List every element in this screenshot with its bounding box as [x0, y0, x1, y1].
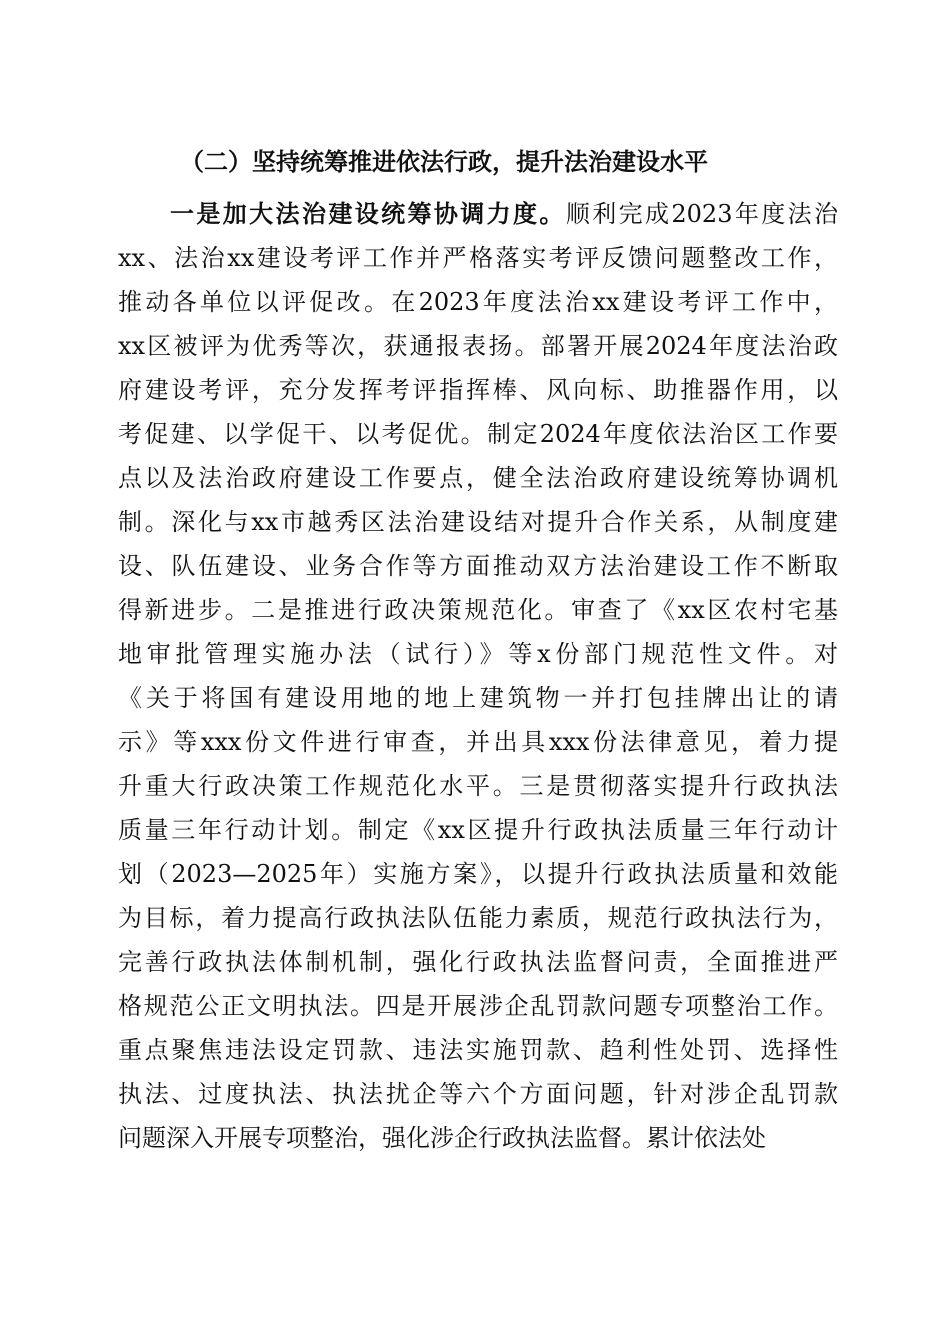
- paragraph-line: 推动各单位以评促改。在2023年度法治xx建设考评工作中，: [118, 288, 838, 316]
- paragraph-line: 升重大行政决策工作规范化水平。三是贯彻落实提升行政执法: [118, 772, 838, 800]
- paragraph-line: 完善行政执法体制机制，强化行政执法监督问责，全面推进严: [118, 948, 838, 976]
- paragraph-line: 《关于将国有建设用地的地上建筑物一并打包挂牌出让的请: [118, 684, 838, 712]
- paragraph-lead: 一是加大法治建设统筹协调力度。: [170, 199, 566, 228]
- paragraph-line: [170, 192, 838, 236]
- paragraph-line-text: 顺利完成2023年度法治: [565, 200, 839, 228]
- paragraph-line: xx区被评为优秀等次，获通报表扬。部署开展2024年度法治政: [118, 332, 838, 360]
- paragraph-line: 点以及法治政府建设工作要点，健全法治政府建设统筹协调机: [118, 464, 838, 492]
- paragraph-line: 制。深化与xx市越秀区法治建设结对提升合作关系，从制度建: [118, 508, 838, 536]
- paragraph-line: 府建设考评，充分发挥考评指挥棒、风向标、助推器作用，以: [118, 376, 838, 404]
- paragraph-line: 重点聚焦违法设定罚款、违法实施罚款、趋利性处罚、选择性: [118, 1036, 838, 1064]
- paragraph-line: 格规范公正文明执法。四是开展涉企乱罚款问题专项整治工作。: [118, 992, 838, 1020]
- paragraph-line: 示》等xxx份文件进行审查，并出具xxx份法律意见，着力提: [118, 728, 838, 756]
- paragraph-line: 为目标，着力提高行政执法队伍能力素质，规范行政执法行为，: [118, 904, 838, 932]
- section-heading: （二）坚持统筹推进依法行政，提升法治建设水平: [180, 147, 708, 176]
- paragraph-line: xx、法治xx建设考评工作并严格落实考评反馈问题整改工作，: [118, 244, 838, 272]
- paragraph-line: 划（2023—2025年）实施方案》，以提升行政执法质量和效能: [118, 860, 838, 888]
- paragraph-line: 问题深入开展专项整治，强化涉企行政执法监督。累计依法处: [118, 1124, 766, 1152]
- paragraph-line: 设、队伍建设、业务合作等方面推动双方法治建设工作不断取: [118, 552, 838, 580]
- paragraph-line: 质量三年行动计划。制定《xx区提升行政执法质量三年行动计: [118, 816, 838, 844]
- paragraph-line: 执法、过度执法、执法扰企等六个方面问题，针对涉企乱罚款: [118, 1080, 838, 1108]
- paragraph-line: 得新进步。二是推进行政决策规范化。审查了《xx区农村宅基: [118, 596, 838, 624]
- paragraph-line: 考促建、以学促干、以考促优。制定2024年度依法治区工作要: [118, 420, 838, 448]
- paragraph-line: 地审批管理实施办法（试行）》等x份部门规范性文件。对: [118, 640, 838, 668]
